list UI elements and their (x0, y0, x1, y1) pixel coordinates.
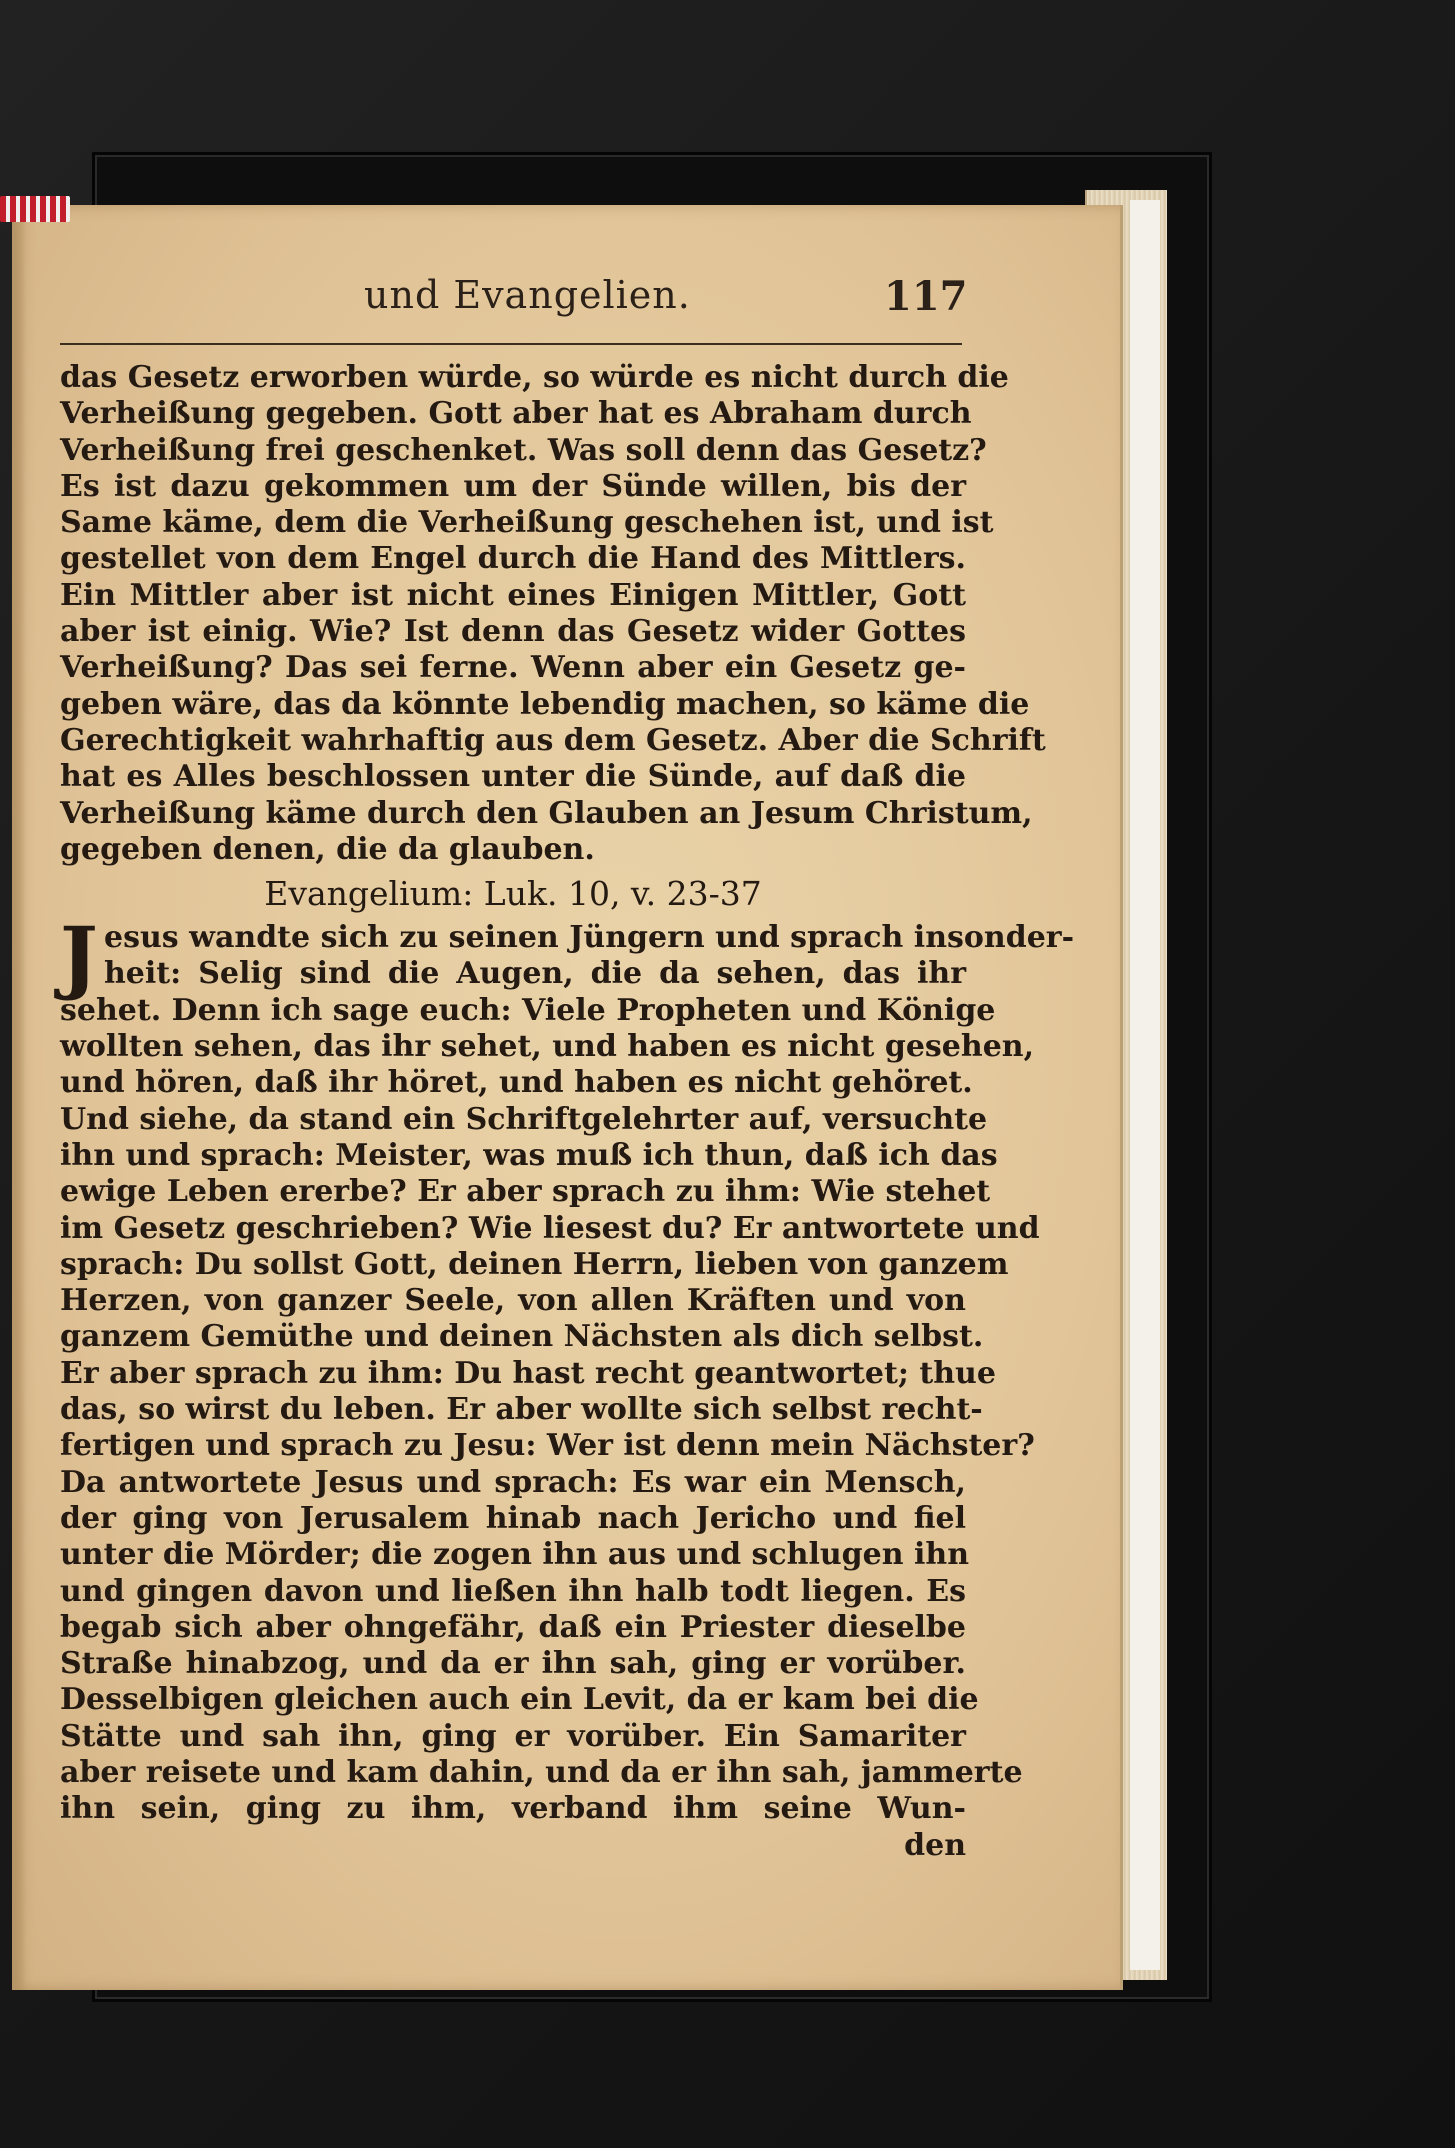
text-line: Gerechtigkeit wahrhaftig aus dem Gesetz. Aber die Schrift (60, 722, 1046, 758)
text-line: und hören, daß ihr höret, und haben es nicht gehöret. (60, 1065, 973, 1101)
text-line: Stätte und sah ihn, ging er vorüber. Ein Samariter (60, 1718, 966, 1754)
text-line: Ein Mittler aber ist nicht eines Einigen Mittler, Gott (60, 577, 966, 613)
text-line: ihn und sprach: Meister, was muß ich thun, daß ich das (60, 1137, 998, 1173)
text-line: Verheißung? Das sei ferne. Wenn aber ein Gesetz ge- (60, 650, 966, 686)
text-line: Verheißung käme durch den Glauben an Jesum Christum, (60, 795, 1033, 831)
text-line: Er aber sprach zu ihm: Du hast recht geantwortet; thue (60, 1355, 996, 1391)
running-head-title: und Evangelien. (364, 273, 691, 317)
text-line: aber ist einig. Wie? Ist denn das Gesetz wider Gottes (60, 614, 966, 650)
text-line: Same käme, dem die Verheißung geschehen ist, und ist (60, 505, 994, 541)
text-line: Desselbigen gleichen auch ein Levit, da er kam bei die (60, 1682, 979, 1718)
ribbon-bookmark (0, 196, 70, 222)
text-line: Es ist dazu gekommen um der Sünde willen, bis der (60, 468, 966, 504)
gospel-first-lines (60, 920, 1075, 993)
text-line: Da antwortete Jesus und sprach: Es war ein Mensch, (60, 1464, 966, 1500)
text-line: Verheißung frei geschenket. Was soll denn das Gesetz? (60, 432, 987, 468)
text-line: heit: Selig sind die Augen, die da sehen, das ihr (104, 956, 966, 992)
gospel-paragraph (60, 992, 1040, 1828)
catchword: den (904, 1827, 966, 1863)
book-page (12, 205, 1123, 1990)
text-line: der ging von Jerusalem hinab nach Jericho und fiel (60, 1500, 966, 1536)
text-line: ihn sein, ging zu ihm, verband ihm seine Wun- (60, 1791, 966, 1827)
text-line: aber reisete und kam dahin, und da er ihn sah, jammerte (60, 1754, 1023, 1790)
text-line: sprach: Du sollst Gott, deinen Herrn, lieben von ganzem (60, 1246, 1009, 1282)
header-rule (60, 343, 962, 345)
text-line: gegeben denen, die da glauben. (60, 831, 595, 867)
text-line: unter die Mörder; die zogen ihn aus und schlugen ihn (60, 1537, 970, 1573)
text-line: Verheißung gegeben. Gott aber hat es Abraham durch (60, 396, 972, 432)
running-head (12, 273, 1120, 333)
text-line: geben wäre, das da könnte lebendig machen, so käme die (60, 686, 1030, 722)
text-line: im Gesetz geschrieben? Wie liesest du? Er antwortete und (60, 1210, 1040, 1246)
page-number: 117 (884, 273, 968, 320)
text-line: und gingen davon und ließen ihn halb todt liegen. Es (60, 1573, 966, 1609)
text-line: ewige Leben ererbe? Er aber sprach zu ihm: Wie stehet (60, 1174, 991, 1210)
text-line: gestellet von dem Engel durch die Hand des Mittlers. (60, 541, 966, 577)
text-line: fertigen und sprach zu Jesu: Wer ist denn mein Nächster? (60, 1428, 1035, 1464)
text-line: Und siehe, da stand ein Schriftgelehrter auf, versuchte (60, 1101, 988, 1137)
text-line: wollten sehen, das ihr sehet, und haben es nicht gesehen, (60, 1029, 1035, 1065)
text-line: begab sich aber ohngefähr, daß ein Priester dieselbe (60, 1609, 966, 1645)
text-block (60, 360, 1075, 1864)
page-edge-highlight (1130, 200, 1160, 1970)
gospel-heading: Evangelium: Luk. 10, v. 23-37 (264, 874, 762, 914)
gospel-opening (60, 909, 1075, 1004)
drop-cap: J (60, 909, 98, 1004)
epistle-paragraph (60, 360, 1046, 868)
text-line: ganzem Gemüthe und deinen Nächsten als dich selbst. (60, 1319, 984, 1355)
text-line: esus wandte sich zu seinen Jüngern und sprach insonder- (104, 920, 1075, 956)
text-line: Herzen, von ganzer Seele, von allen Kräften und von (60, 1283, 966, 1319)
text-line: Straße hinabzog, und da er ihn sah, ging er vorüber. (60, 1646, 966, 1682)
text-line: das, so wirst du leben. Er aber wollte sich selbst recht- (60, 1392, 983, 1428)
text-line: sehet. Denn ich sage euch: Viele Propheten und Könige (60, 992, 996, 1028)
text-line: das Gesetz erworben würde, so würde es nicht durch die (60, 360, 1009, 395)
text-line: hat es Alles beschlossen unter die Sünde, auf daß die (60, 759, 966, 795)
